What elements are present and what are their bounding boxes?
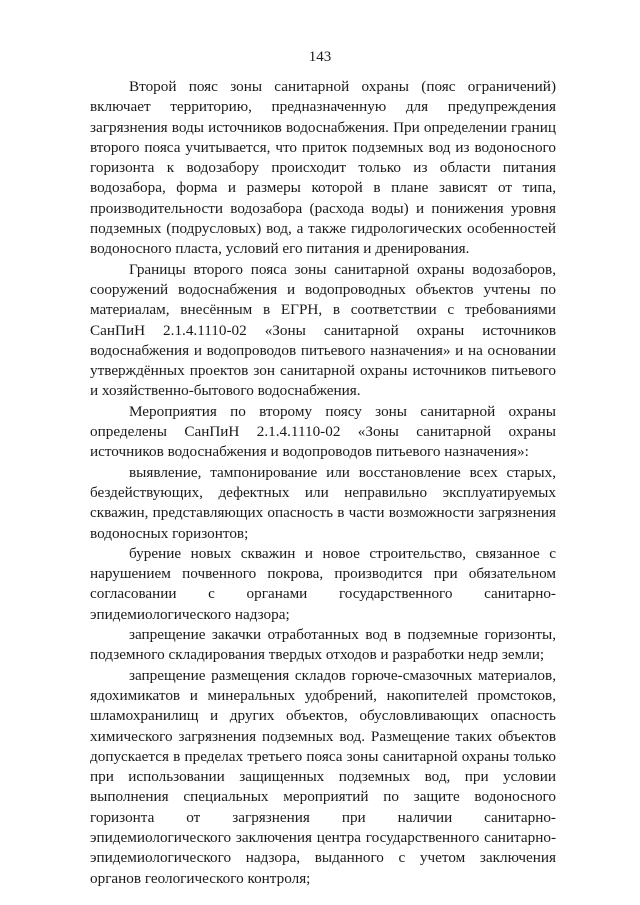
page-number: 143 bbox=[308, 49, 332, 65]
list-item-wells: выявление, тампонирование или восстановление всех старых, бездействующих, дефектных или неправильно эксплуатируемых скважин, представляющих опасность в части возможности загрязнения водоносных горизонтов; bbox=[90, 463, 556, 542]
list-item-injection-ban: запрещение закачки отработанных вод в подземные горизонты, подземного складирования твердых отходов и разработки недр земли; bbox=[90, 626, 556, 664]
paragraph-measures-intro: Мероприятия по второму поясу зоны санитарной охраны определены СанПиН 2.1.4.1110-02 «Зоны санитарной охраны источников водоснабжения и водопроводов питьевого назначения»: bbox=[90, 402, 556, 461]
paragraph-zone-description: Второй пояс зоны санитарной охраны (пояс ограничений) включает территорию, предназначенную для предупреждения загрязнения воды источников водоснабжения. При определении границ второго пояса учитывается, что приток подземных вод из водоносного горизонта к водозабору происходит только из области питания водозабора, форма и размеры которой в плане зависят от типа, производительности водозабора (расхода воды) и понижения уровня подземных (подрусловых) вод, а также гидрологических особенностей водоносного пласта, условий его питания и дренирования. bbox=[90, 78, 556, 258]
list-item-drilling: бурение новых скважин и новое строительство, связанное с нарушением почвенного покрова, производится при обязательном согласовании с органами государственного санитарно-эпидемиологического надзора; bbox=[90, 544, 556, 623]
list-item-storage-ban: запрещение размещения складов горюче-смазочных материалов, ядохимикатов и минеральных удобрений, накопителей промстоков, шламохранилищ и других объектов, обусловливающих опасность химического загрязнения подземных вод. Размещение таких объектов допускается в пределах третьего пояса зоны санитарной охраны только при использовании защищенных подземных вод, при условии выполнения специальных мероприятий по защите водоносного горизонта от загрязнения при наличии санитарно-эпидемиологического заключения центра государственного санитарно-эпидемиологического надзора, выданного с учетом заключения органов геологического контроля; bbox=[90, 666, 556, 887]
document-body bbox=[90, 77, 556, 889]
paragraph-zone-boundaries: Границы второго пояса зоны санитарной охраны водозаборов, сооружений водоснабжения и водопроводных объектов учтены по материалам, внесённым в ЕГРН, в соответствии с требованиями СанПиН 2.1.4.1110-02 «Зоны санитарной охраны источников водоснабжения и водопроводов питьевого назначения» и на основании утверждённых проектов зон санитарной охраны источников питьевого и хозяйственно-бытового водоснабжения. bbox=[90, 260, 556, 400]
